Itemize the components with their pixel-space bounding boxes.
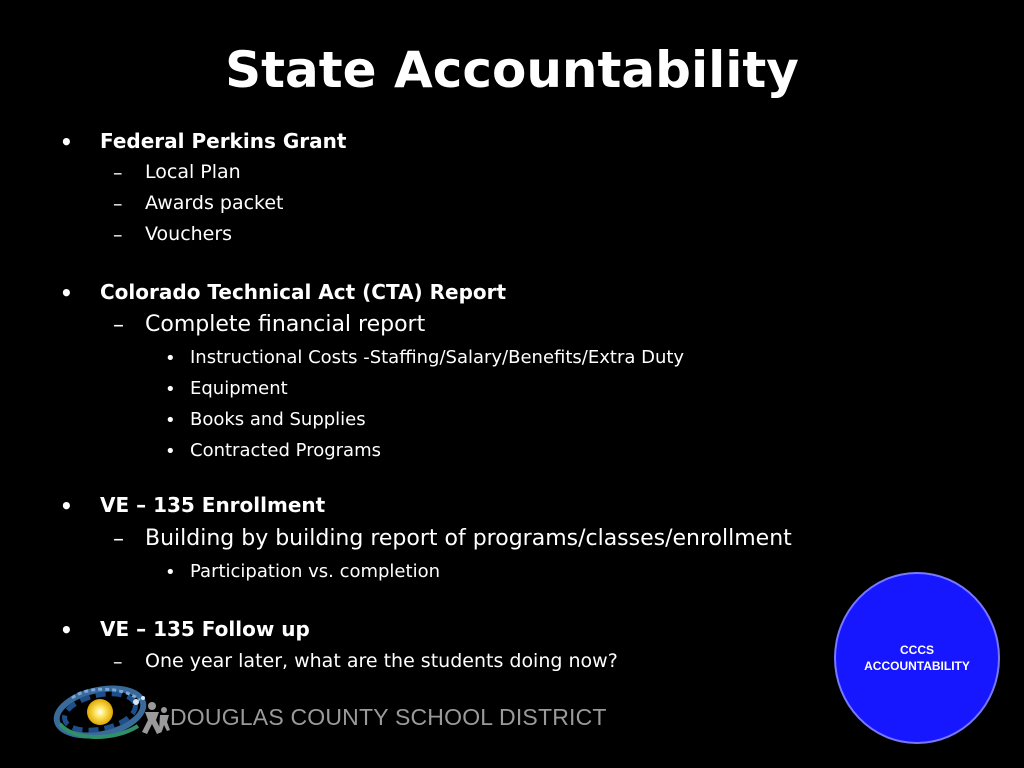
dash-icon: –: [113, 651, 123, 673]
district-logo: [52, 684, 607, 746]
dash-icon: –: [113, 162, 123, 184]
bullet-icon: •: [165, 379, 176, 400]
bullet-icon: •: [165, 410, 176, 431]
sub-list-item: Participation vs. completion: [190, 561, 440, 582]
bullet-icon: •: [60, 281, 73, 305]
badge-line-2: ACCOUNTABILITY: [864, 659, 970, 673]
bullet-icon: •: [165, 562, 176, 583]
bullet-icon: •: [60, 618, 73, 642]
bullet-icon: •: [165, 348, 176, 369]
list-item: Awards packet: [145, 192, 284, 214]
sub-list-item: Instructional Costs -Staffing/Salary/Benefits/Extra Duty: [190, 347, 685, 368]
cccs-accountability-badge: [834, 572, 1000, 744]
sub-list-item: Books and Supplies: [190, 409, 366, 430]
dash-icon: –: [113, 313, 124, 338]
list-item: Complete financial report: [145, 312, 426, 337]
sub-list-item: Contracted Programs: [190, 440, 381, 461]
bullet-icon: •: [60, 130, 73, 154]
swirl-logo-icon: [52, 684, 172, 746]
bullet-icon: •: [60, 494, 73, 518]
dash-icon: –: [113, 527, 124, 552]
section-heading: VE – 135 Enrollment: [100, 493, 326, 517]
badge-line-1: CCCS: [899, 643, 934, 657]
list-item: Building by building report of programs/classes/enrollment: [145, 526, 792, 551]
district-name: DOUGLAS COUNTY SCHOOL DISTRICT: [170, 704, 607, 730]
section-heading: VE – 135 Follow up: [100, 617, 310, 641]
list-item: One year later, what are the students doing now?: [145, 650, 618, 672]
list-item: Local Plan: [145, 161, 241, 183]
dash-icon: –: [113, 193, 123, 215]
section-heading: Federal Perkins Grant: [100, 129, 347, 153]
bullet-icon: •: [165, 441, 176, 462]
list-item: Vouchers: [145, 223, 233, 245]
dash-icon: –: [113, 224, 123, 246]
slide-title: State Accountability: [225, 41, 799, 99]
sub-list-item: Equipment: [190, 378, 288, 399]
section-heading: Colorado Technical Act (CTA) Report: [100, 280, 507, 304]
